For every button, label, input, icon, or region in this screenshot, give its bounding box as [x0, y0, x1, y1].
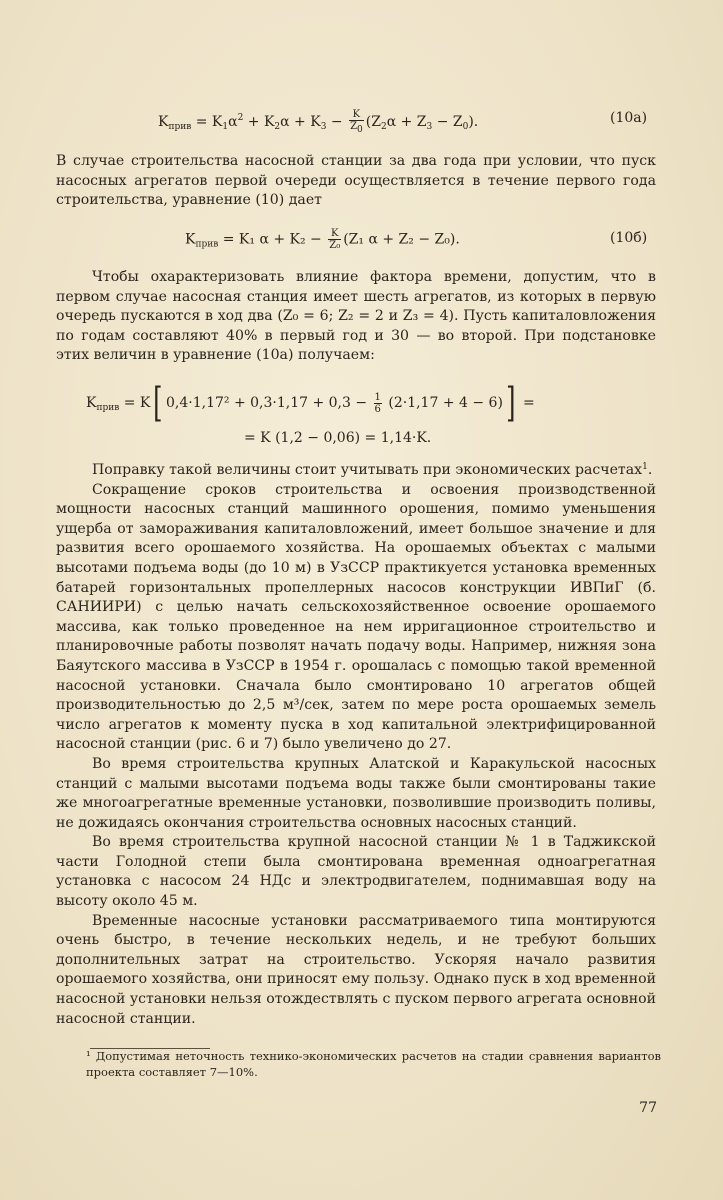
paragraph-construction-reduction: Сокращение сроков строительства и освоения производственной мощности насосных станций машинного орошения, помимо уменьшения ущерба от замораживания капиталовложений, имеет большое значение и для развития всего орошаемого хозяйства. На орошаемых объектах с малыми высотами подъема воды (до 10 м) в УзССР практикуется установка временных батарей горизонтальных пропеллерных насосов конструкции ИВПиГ (б. САНИИРИ) с целью начать сельскохозяйственное освоение орошаемого массива, как только проведенное на нем ирригационное строительство и планировочные работы позволят начать подачу воды. Например, нижняя зона Баяутского массива в УзССР в 1954 г. орошалась с помощью такой временной насосной установки. Сначала было смонтировано 10 агрегатов общей производительностью до 2,5 м³/сек, затем по мере роста орошаемых земель число агрегатов к моменту пуска в ход капитальной электрифицированной насосной станции (рис. 6 и 7) было увеличено до 27.: [56, 481, 656, 753]
eq-lhs: K: [158, 114, 169, 130]
eq-sub: 3: [426, 122, 433, 132]
eq-lhs-sub: прив: [96, 403, 120, 413]
footnote: ¹ Допустимая неточность технико-экономических расчетов на стадии сравнения вариантов проекта составляет 7—10%.: [86, 1049, 661, 1079]
frac-den: [349, 121, 364, 136]
paragraph-station-1: Во время строительства крупной насосной станции № 1 в Таджикской части Голодной степи была смонтирована временная одноагрегатная установка с насосом 24 НДс и электродвигателем, поднимавшая воду на высоту около 45 м.: [56, 834, 656, 910]
eq-part: ).: [468, 114, 479, 130]
eq-part: (2·1,17 + 4 − 6): [383, 395, 503, 411]
equation-calculation-line2: = K (1,2 − 0,06) = 1,14·K.: [244, 430, 432, 446]
eq-sub: 0: [462, 122, 469, 132]
eq-part: = K: [191, 114, 223, 130]
eq-part: =: [518, 395, 535, 411]
eq-part: (Z: [365, 114, 381, 130]
eq-part: + K: [243, 114, 275, 130]
equation-calculation-line1: [86, 380, 535, 426]
frac-num: 1: [374, 391, 381, 403]
paragraph-temporary-units: Временные насосные установки рассматриваемого типа монтируются очень быстро, в течение нескольких недель, и не требуют больших дополнительных затрат на строительство. Ускоряя начало развития орошаемого хозяйства, они приносят ему пользу. Однако пуск в ход временной насосной установки нельзя отождествлять с пуском первого агрегата основной насосной станции.: [56, 912, 656, 1027]
eq-sub: 1: [222, 122, 229, 132]
frac-den-text: Z: [350, 120, 358, 132]
eq-fraction: [349, 109, 364, 136]
eq-part: α + Z: [386, 114, 427, 130]
frac-den: 6: [374, 403, 381, 415]
left-bracket-icon: [: [153, 380, 163, 426]
eq-sub: 3: [320, 122, 327, 132]
eq-part: −: [326, 114, 348, 130]
paragraph-correction: [56, 458, 656, 481]
eq-part: (Z₁ α + Z₂ − Z₀).: [343, 231, 460, 248]
eq-part: − Z: [432, 114, 463, 130]
intro-text-block: [56, 152, 656, 211]
frac-num: K: [328, 228, 341, 240]
paragraph-alat-karakul: Во время строительства крупных Алатской и Каракульской насосных станций с малыми высотами подъема воды также были смонтированы такие же многоагрегатные временные установки, позволившие производить поливы, не дожидаясь окончания строительства основных насосных станций.: [56, 755, 656, 831]
eq-lhs: K: [86, 395, 97, 411]
equation-number-10a: (10a): [610, 110, 648, 126]
frac-den-sub: 0: [357, 124, 363, 135]
frac-num: K: [349, 109, 364, 121]
right-bracket-icon: ]: [506, 380, 516, 426]
text-block-2: [56, 268, 656, 366]
eq-part: 0,4·1,17² + 0,3·1,17 + 0,3 −: [166, 395, 372, 411]
paragraph-correction-end: .: [647, 462, 653, 478]
equation-10b-body: [185, 228, 460, 255]
eq-lhs-sub: прив: [168, 122, 192, 132]
paragraph-correction-text: Поправку такой величины стоит учитывать при экономических расчетах: [92, 462, 643, 478]
eq-lhs: K: [185, 231, 196, 248]
eq-sub: 2: [274, 122, 281, 132]
eq-lhs-sub: прив: [195, 239, 219, 250]
eq-sub: 2: [380, 122, 387, 132]
equation-number-10b: (10б): [610, 230, 648, 246]
paragraph-intro: В случае строительства насосной станции за два года при условии, что пуск насосных агрегатов первой очереди осуществляется в течение первого года строительства, уравнение (10) дает: [56, 153, 656, 209]
eq-part: α + K: [280, 114, 321, 130]
frac-den: Z₀: [329, 240, 341, 251]
eq-part: = K₁ α + K₂ −: [218, 231, 327, 248]
text-block-main: [56, 458, 656, 1029]
eq-fraction: [374, 392, 382, 415]
footnote-marker[interactable]: 1: [642, 462, 648, 472]
paragraph-time-factor: Чтобы охарактеризовать влияние фактора времени, допустим, что в первом случае насосная станция имеет шесть агрегатов, из которых в первую очередь пускаются в ход два (Z₀ = 6; Z₂ = 2 и Z₃ = 4). Пусть капиталовложения по годам составляют 40% в первый год и 30 — во второй. При подстановке этих величин в уравнение (10а) получаем:: [56, 269, 656, 364]
eq-sup: 2: [237, 113, 244, 123]
equation-10a-body: [158, 108, 478, 137]
eq-fraction: [328, 228, 341, 251]
eq-part: = K: [119, 395, 151, 411]
eq-part: α: [228, 114, 238, 130]
page-number: 77: [639, 1100, 657, 1116]
